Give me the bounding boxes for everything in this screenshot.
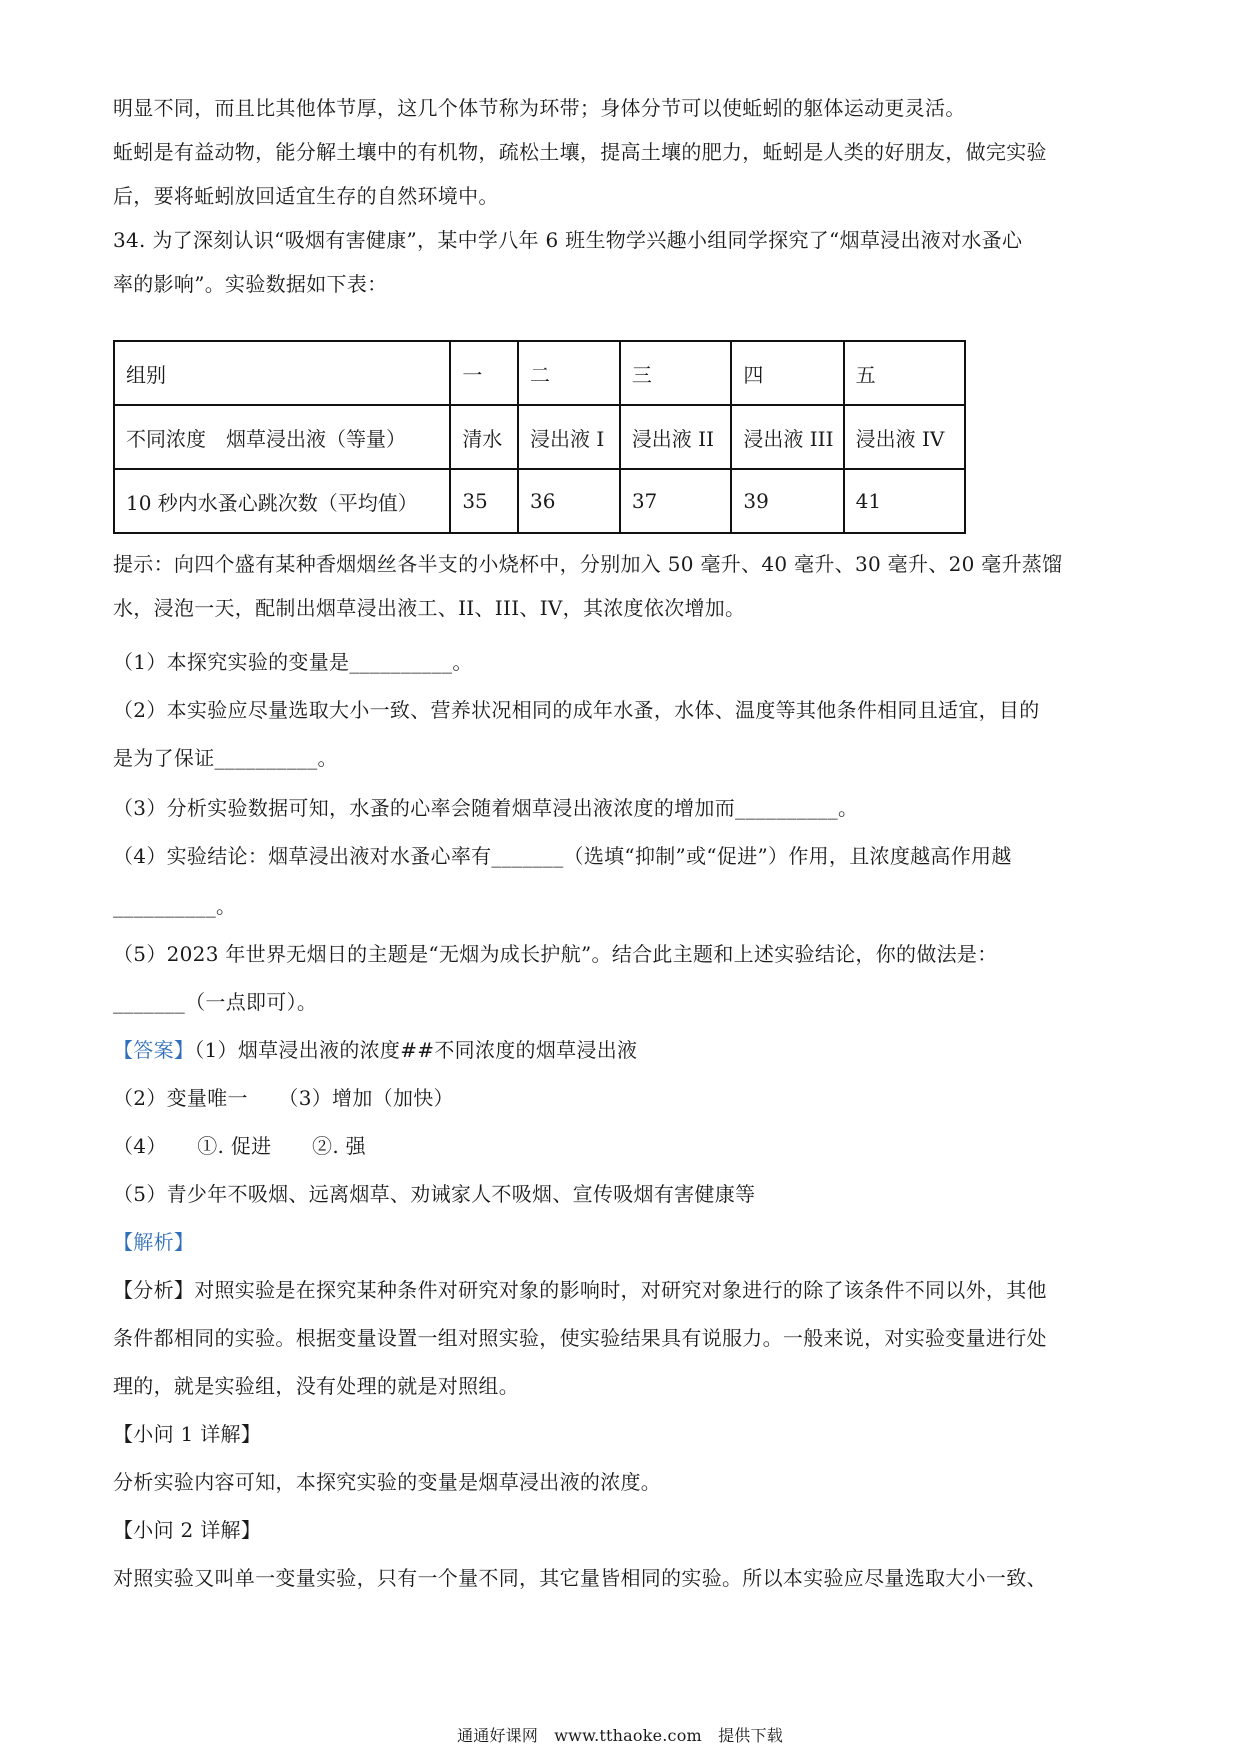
table-cell: 一 — [450, 341, 518, 405]
answer-5: （5）青少年不吸烟、远离烟草、劝诫家人不吸烟、宣传吸烟有害健康等 — [113, 1182, 756, 1206]
question-line-2: 率的影响”。实验数据如下表： — [113, 272, 388, 296]
subquestion-1-heading: 【小问 1 详解】 — [113, 1422, 262, 1446]
answer-2-3: （2）变量唯一 （3）增加（加快） — [113, 1086, 454, 1110]
subquestion-1: （1）本探究实验的变量是__________。 — [113, 650, 473, 674]
experiment-data-table — [113, 340, 966, 534]
table-cell: 37 — [620, 469, 732, 533]
subquestion-2-explanation: 对照实验又叫单一变量实验，只有一个量不同，其它量皆相同的实验。所以本实验应尽量选取大小一致、 — [113, 1566, 1047, 1590]
subquestion-2-line-2: 是为了保证__________。 — [113, 746, 338, 770]
table-cell: 二 — [518, 341, 620, 405]
table-cell: 组别 — [114, 341, 450, 405]
analysis-label: 【解析】 — [113, 1230, 195, 1254]
table-cell: 浸出液 III — [731, 405, 843, 469]
table-row — [114, 405, 965, 469]
hint-line-1: 提示：向四个盛有某种香烟烟丝各半支的小烧杯中，分别加入 50 毫升、40 毫升、30 毫升、20 毫升蒸馏 — [113, 552, 1063, 576]
subquestion-4-line-2: __________。 — [113, 894, 237, 918]
intro-line-1: 明显不同，而且比其他体节厚，这几个体节称为环带；身体分节可以使蚯蚓的躯体运动更灵活。 — [113, 96, 966, 120]
page-footer: 通通好课网 www.tthaoke.com 提供下载 — [457, 1726, 783, 1745]
table-row — [114, 469, 965, 533]
subquestion-2-heading: 【小问 2 详解】 — [113, 1518, 262, 1542]
table-cell: 35 — [450, 469, 518, 533]
subquestion-1-explanation: 分析实验内容可知，本探究实验的变量是烟草浸出液的浓度。 — [113, 1470, 662, 1494]
table-cell: 浸出液 I — [518, 405, 620, 469]
hint-line-2: 水，浸泡一天，配制出烟草浸出液工、II、III、IV，其浓度依次增加。 — [113, 596, 746, 620]
table-cell: 清水 — [450, 405, 518, 469]
table-cell: 36 — [518, 469, 620, 533]
answer-line-1 — [113, 1036, 1133, 1064]
table-row — [114, 341, 965, 405]
subquestion-3: （3）分析实验数据可知，水蚤的心率会随着烟草浸出液浓度的增加而__________。 — [113, 796, 859, 820]
analysis-line-3: 理的，就是实验组，没有处理的就是对照组。 — [113, 1374, 519, 1398]
question-line-1: 34. 为了深刻认识“吸烟有害健康”，某中学八年 6 班生物学兴趣小组同学探究了“烟草浸出液对水蚤心 — [113, 228, 1023, 252]
table-cell: 四 — [731, 341, 843, 405]
table-cell: 三 — [620, 341, 732, 405]
table-cell: 10 秒内水蚤心跳次数（平均值） — [114, 469, 450, 533]
table-cell: 浸出液 II — [620, 405, 732, 469]
analysis-line-2: 条件都相同的实验。根据变量设置一组对照实验，使实验结果具有说服力。一般来说，对实验变量进行处 — [113, 1326, 1047, 1350]
answer-label: 【答案】 — [113, 1038, 195, 1062]
table-cell: 39 — [731, 469, 843, 533]
answer-4: （4） ①. 促进 ②. 强 — [113, 1134, 366, 1158]
intro-line-3: 后，要将蚯蚓放回适宜生存的自然环境中。 — [113, 184, 499, 208]
intro-line-2: 蚯蚓是有益动物，能分解土壤中的有机物，疏松土壤，提高土壤的肥力，蚯蚓是人类的好朋友，做完实验 — [113, 140, 1047, 164]
subquestion-5-line-1: （5）2023 年世界无烟日的主题是“无烟为成长护航”。结合此主题和上述实验结论，你的做法是： — [113, 942, 998, 966]
table-cell: 五 — [844, 341, 965, 405]
subquestion-4-line-1: （4）实验结论：烟草浸出液对水蚤心率有_______（选填“抑制”或“促进”）作用，且浓度越高作用越 — [113, 844, 1012, 868]
subquestion-5-line-2: _______（一点即可）。 — [113, 990, 318, 1014]
answer-1: （1）烟草浸出液的浓度##不同浓度的烟草浸出液 — [194, 1038, 638, 1062]
table-cell: 不同浓度 烟草浸出液（等量） — [114, 405, 450, 469]
table-cell: 41 — [844, 469, 965, 533]
analysis-line-1: 【分析】对照实验是在探究某种条件对研究对象的影响时，对研究对象进行的除了该条件不同以外，其他 — [113, 1278, 1047, 1302]
table-cell: 浸出液 IV — [844, 405, 965, 469]
subquestion-2-line-1: （2）本实验应尽量选取大小一致、营养状况相同的成年水蚤，水体、温度等其他条件相同且适宜，目的 — [113, 698, 1040, 722]
